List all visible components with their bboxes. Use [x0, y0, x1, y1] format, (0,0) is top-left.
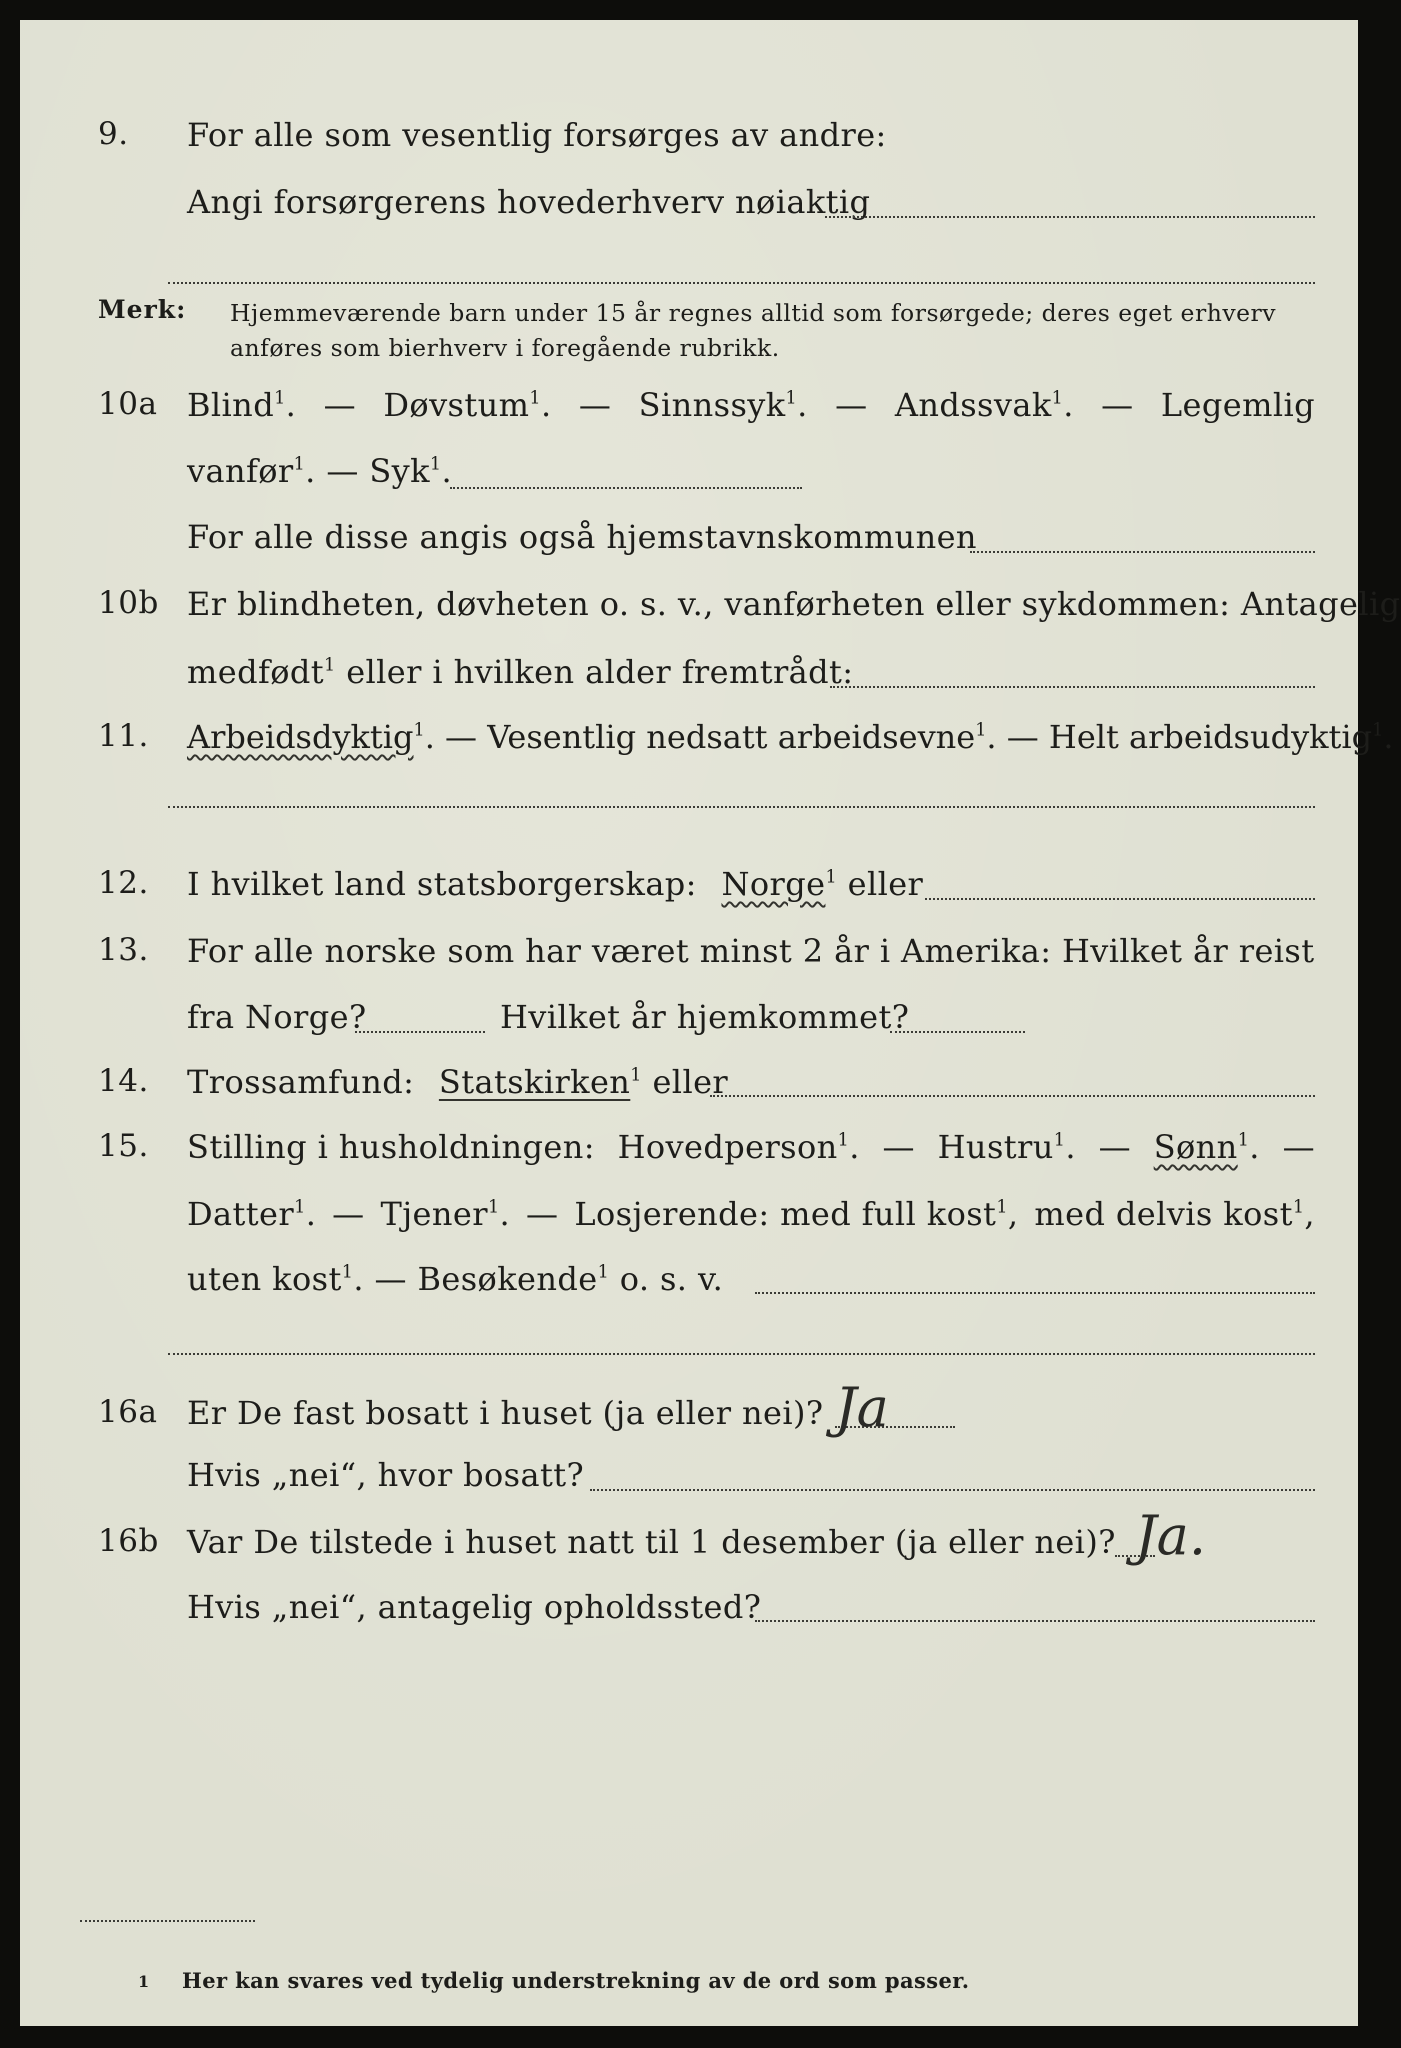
option-hovedperson[interactable]: Hovedperson$^1$.	[617, 1128, 860, 1166]
q13-hjemkommet-field[interactable]	[890, 1031, 1025, 1033]
option-tjener[interactable]: Tjener$^1$.	[380, 1195, 511, 1233]
option-helt-arbeidsudyktig[interactable]: Helt arbeidsudyktig$^1$.	[1048, 718, 1394, 756]
option-vanfor[interactable]: vanfør$^1$.	[187, 452, 316, 490]
option-delvis-kost[interactable]: med delvis kost$^1$,	[1034, 1195, 1315, 1233]
q10b-line2: medfødt$^1$ eller i hvilken alder fremtrådt:	[187, 653, 854, 691]
option-uten-kost[interactable]: uten kost$^1$.	[187, 1260, 364, 1298]
q10b-number: 10b	[98, 585, 159, 621]
option-vesentlig-nedsatt[interactable]: Vesentlig nedsatt arbeidsevne$^1$.	[487, 718, 997, 756]
q16a-line2: Hvis „nei“, hvor bosatt?	[187, 1456, 585, 1494]
option-blind[interactable]: Blind$^1$.	[187, 386, 297, 424]
census-form-sheet	[20, 20, 1401, 2026]
option-arbeidsdyktig[interactable]: Arbeidsdyktig	[187, 718, 414, 756]
q10a-number: 10a	[98, 386, 158, 422]
option-norge[interactable]: Norge	[721, 865, 826, 903]
merk-line1: Hjemmeværende barn under 15 år regnes alltid som forsørgede; deres eget erhverv	[230, 299, 1277, 327]
q15-line2: Datter$^1$. — Tjener$^1$. — Losjerende: med full kost$^1$, med delvis kost$^1$,	[187, 1195, 1315, 1233]
q16a-number: 16a	[98, 1394, 158, 1430]
footnote-text: Her kan svares ved tydelig understrekning av de ord som passer.	[182, 1968, 970, 1993]
q11-number: 11.	[98, 718, 149, 754]
q16b-line1: Var De tilstede i huset natt til 1 desember (ja eller nei)?	[187, 1523, 1116, 1561]
q9-line1: For alle som vesentlig forsørges av andre:	[187, 116, 887, 154]
q12-line: I hvilket land statsborgerskap: Norge$^1$ eller	[187, 865, 924, 903]
q15-number: 15.	[98, 1128, 149, 1164]
q10a-hjemstavn-field[interactable]	[970, 551, 1315, 553]
footnote-separator	[80, 1920, 255, 1922]
option-legemlig[interactable]: Legemlig	[1160, 386, 1315, 424]
q15-line1: Stilling i husholdningen: Hovedperson$^1$. — Hustru$^1$. — Sønn$^1$. —	[187, 1128, 1315, 1166]
option-syk[interactable]: Syk$^1$.	[369, 452, 453, 490]
q11-answer-line[interactable]	[168, 806, 1315, 808]
option-andssvak[interactable]: Andssvak$^1$.	[894, 386, 1074, 424]
q16a-handwritten-answer: Ja	[835, 1376, 889, 1439]
q14-trossamfund-field[interactable]	[710, 1095, 1315, 1097]
q16b-handwritten-answer: Ja.	[1135, 1504, 1207, 1567]
q9-line2: Angi forsørgerens hovederhverv nøiaktig	[187, 183, 871, 221]
q15-stilling-field[interactable]	[755, 1292, 1315, 1294]
q14-line: Trossamfund: Statskirken$^1$ eller	[187, 1063, 729, 1101]
q11-line1: Arbeidsdyktig$^1$. — Vesentlig nedsatt arbeidsevne$^1$. — Helt arbeidsudyktig$^1$.	[187, 718, 1394, 756]
q9-number: 9.	[98, 116, 129, 152]
option-full-kost[interactable]: Losjerende: med full kost$^1$,	[574, 1195, 1019, 1233]
q16b-opholdssted-field[interactable]	[755, 1620, 1315, 1622]
q14-number: 14.	[98, 1063, 149, 1099]
merk-line2: anføres som bierhverv i foregående rubrikk.	[230, 334, 780, 362]
option-dovstum[interactable]: Døvstum$^1$.	[383, 386, 552, 424]
q10a-line3: For alle disse angis også hjemstavnskommunen	[187, 518, 977, 556]
q13-fra-norge-label: fra Norge?	[187, 998, 367, 1036]
q13-number: 13.	[98, 932, 149, 968]
footnote-mark: 1	[138, 1972, 150, 1991]
q10b-alder-field[interactable]	[830, 686, 1315, 688]
q16b-number: 16b	[98, 1523, 159, 1559]
q10b-line1: Er blindheten, døvheten o. s. v., vanførheten eller sykdommen: Antagelig	[187, 585, 1401, 623]
q16a-line1: Er De fast bosatt i huset (ja eller nei)?	[187, 1394, 824, 1432]
merk-label: Merk:	[98, 295, 187, 324]
option-hustru[interactable]: Hustru$^1$.	[937, 1128, 1076, 1166]
option-statskirken[interactable]: Statskirken	[438, 1063, 631, 1101]
q9-extra-answer-line[interactable]	[168, 282, 1315, 284]
q10a-line1: Blind$^1$. — Døvstum$^1$. — Sinnssyk$^1$. — Andssvak$^1$. — Legemlig	[187, 386, 1315, 424]
option-sonn[interactable]: Sønn$^1$.	[1153, 1128, 1260, 1166]
q10a-syk-field[interactable]	[450, 487, 802, 489]
q16a-bosatt-field[interactable]	[590, 1489, 1315, 1491]
option-besokende[interactable]: Besøkende$^1$	[417, 1260, 610, 1298]
q16b-line2: Hvis „nei“, antagelig opholdssted?	[187, 1588, 762, 1626]
option-datter[interactable]: Datter$^1$.	[187, 1195, 317, 1233]
q13-line1: For alle norske som har været minst 2 år i Amerika: Hvilket år reist	[187, 932, 1315, 970]
option-sinnssyk[interactable]: Sinnssyk$^1$.	[638, 386, 808, 424]
q15-line3: uten kost$^1$. — Besøkende$^1$ o. s. v.	[187, 1260, 724, 1298]
q12-number: 12.	[98, 865, 149, 901]
q12-land-field[interactable]	[925, 898, 1315, 900]
q13-reist-field[interactable]	[355, 1031, 485, 1033]
q9-answer-field[interactable]	[825, 216, 1315, 218]
q10a-line2: vanfør$^1$. — Syk$^1$.	[187, 452, 453, 490]
q15-extra-answer-line[interactable]	[168, 1353, 1315, 1355]
q13-hjemkommet-label: Hvilket år hjemkommet?	[500, 998, 910, 1036]
option-medfodt[interactable]: medfødt$^1$	[187, 653, 336, 691]
